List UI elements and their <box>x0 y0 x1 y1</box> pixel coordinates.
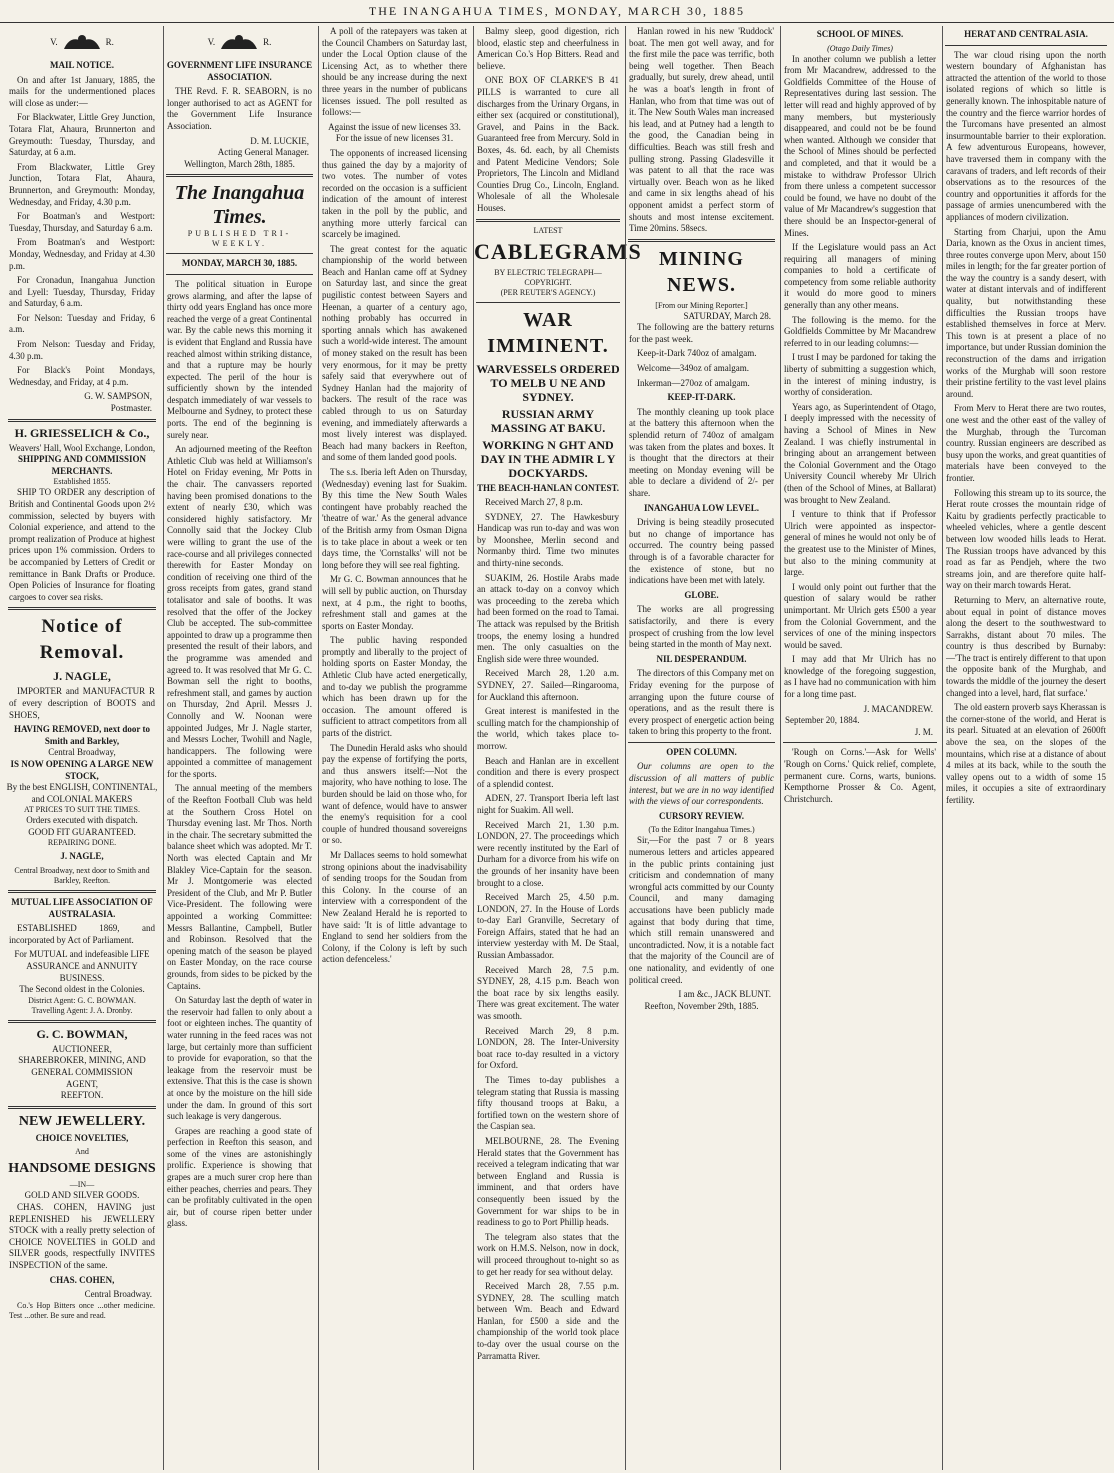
bowman-title: G. C. BOWMAN, <box>36 1026 128 1041</box>
cablegrams-agency: (PER REUTER'S AGENCY.) <box>500 287 596 297</box>
column-2 <box>163 26 315 1470</box>
beach-hanlan-title: THE BEACH-HANLAN CONTEST. <box>476 482 620 493</box>
gov-body: THE Revd. F. R. SEABORN, is no longer authorised to act as AGENT for the Government Life Insurance Association. <box>167 86 312 131</box>
jewellery-sub2: HANDSOME DESIGNS <box>8 1161 156 1177</box>
mutual-second: The Second oldest in the Colonies. <box>19 984 145 995</box>
mail-notice-title: MAIL NOTICE. <box>49 60 114 70</box>
cursory-to: (To the Editor Inangahua Times.) <box>648 825 755 835</box>
mail-intro: On and after 1st January, 1885, the mails for the undermentioned places will close as under:— <box>9 74 155 108</box>
article-paragraph: The war cloud rising upon the north western boundary of Afghanistan has attracted the attention of the world to those isolated regions of which so little is generally known. The inhospitable nature of the country and the fierce warrior hordes of the Turcomans have presented an almost insurmountable barrier to their exploration. A few adventurous Europeans, however, have traversed them in company with the caravans of traders, and left records of their observations as to the resources of the country and opportunities it affords for the passage of armies unencumbered with the appliances of modern civilization. <box>946 49 1106 222</box>
cable-item: Received March 28, 1.20 a.m. SYDNEY, 27. Sailed—Ringarooma, for Auckland this afternoon. <box>477 668 619 702</box>
gov-signature: D. M. LUCKIE, <box>250 135 309 146</box>
article-paragraph: If the Legislature would pass an Act requiring all managers of mining companies to hold a certificate of competency from some reliable authority it would do more good to miners generally than any other means. <box>784 242 936 311</box>
mining-from: [From our Mining Reporter.] <box>655 300 748 310</box>
divider <box>166 274 313 275</box>
nagle-removed: HAVING REMOVED, next door to Smith and Barkley, <box>14 724 150 746</box>
nagle-body: IMPORTER and MANUFACTUR R of every description of BOOTS and SHOES, <box>9 686 155 720</box>
article-paragraph: Mr Dallaces seems to hold somewhat strong opinions about the inadvisability of sending troops for the Soudan from this Colony. In the course of an interview with a correspondent of the New Zealand Herald he is reported to have said: 'It is of little advantage to England to send her soldiers from the Colony, if the Colony is left by such action defenceless.' <box>322 849 467 965</box>
poll-results: Against the issue of new licenses 33. For the issue of new licenses 31. <box>328 121 461 144</box>
removal-title: Notice of Removal. <box>39 616 125 664</box>
macandrew-date: September 20, 1884. <box>785 715 860 726</box>
article-paragraph: The opponents of increased licensing thus gained the day by a majority of two votes. The number of votes recorded on the occasion is a sufficient indication of the amount of interest taken in the poll by the public, and anything more utterly farcical can scarcely be imagined. <box>322 147 467 240</box>
royal-crest-icon <box>58 31 106 55</box>
article-paragraph: Grapes are reaching a good state of perfection in Reefton this season, and some of the vines are astonishingly prolific. Experience is showing that grapes are a much surer crop here than either peaches, cherries and pears. They can be profitably cultivated in the open air, but of course ripen better under glass. <box>167 1125 312 1229</box>
divider <box>8 1106 156 1109</box>
keep-it-dark-body: The monthly cleaning up took place at the battery this afternoon when the splendid return of 740oz of amalgam was taken from the plates and boxes. It is thought that the directors at their meeting on Monday evening will be able to declare a dividend of 2/- per share. <box>629 406 774 498</box>
russian-army-title: RUSSIAN ARMY MASSING AT BAKU. <box>490 406 606 435</box>
article-paragraph: The old eastern proverb says Kherassan is the corner-stone of the world, and Herat is its pearl. Situated at an elevation of 2600ft above the sea, on the slopes of the mountains, which rise at a distance of about 4 miles at its back, while to the south the valley opens out to a width of some 15 miles, it occupies a site of extraordinary fertility. <box>946 702 1106 805</box>
article-paragraph: The annual meeting of the members of the Reefton Football Club was held at the Southern Cross Hotel on Thursday evening last. Mr Thos. North in the chair. The secretary submitted the balance sheet which was adopted. Mr T. North was elected Captain and Mr Blakley Vice-Captain for the season. Mr J. Montgomerie was elected President of the Club, and Mr P. Butler Vice-President. The following were appointed a working Committee: Messrs Ballantine, Campbell, Butler and Robinson. Resolved that the opening match of the season be played on Easter Monday, on the race course grounds, from sides to be picked by the Captains. <box>167 783 312 991</box>
cursory-title: CURSORY REVIEW. <box>658 810 745 821</box>
nagle-opening: IS NOW OPENING A LARGE NEW STOCK, <box>10 758 154 781</box>
mutual-agent: District Agent: G. C. BOWMAN. <box>28 995 136 1005</box>
divider <box>476 302 620 303</box>
school-of-mines-title: SCHOOL OF MINES. <box>816 29 904 39</box>
cursory-signature: I am &c., JACK BLUNT. <box>678 989 771 1000</box>
divider <box>783 742 937 743</box>
article-paragraph: Mr G. C. Bowman announces that he will sell by public auction, on Thursday next, at 4 p.m., the right to booths, refreshment stall and games at the sports on Easter Monday. <box>322 574 467 631</box>
gov-role: Acting General Manager. <box>217 147 309 158</box>
nil-body: The directors of this Company met on Friday evening for the purpose of arranging upon the future course of operations, and as the result there is every prospect of energetic action being taken to bring this property to the front. <box>629 668 774 737</box>
article-paragraph: The Dunedin Herald asks who should pay the expense of fortifying the ports, and thus answers itself:—Not the majority, who have nothing to lose. The burden should be laid on those who, for want of defence, would have to answer the enemy's requisition for a cool couple of hundred thousand sovereigns or so. <box>322 742 467 846</box>
column-1 <box>6 26 158 1470</box>
paper-subtitle: PUBLISHED TRI-WEEKLY. <box>187 229 292 249</box>
crest-v: V. <box>50 37 58 48</box>
mail-item: For Cronadun, Inangahua Junction and Lyell: Tuesday, Thursday, Friday and Saturday, 6 a.m. <box>9 275 155 309</box>
mail-item: For Blackwater, Little Grey Junction, Totara Flat, Ahaura, Brunnerton and Greymouth: Tuesday, Thursday, and Saturday, at 6 a.m. <box>9 112 155 158</box>
jewellery-and: And <box>75 1147 89 1157</box>
crest-r: R. <box>105 37 114 48</box>
mail-item: For Black's Point Mondays, Wednesday, and Friday, at 4 p.m. <box>9 365 155 387</box>
cable-item: MELBOURNE, 28. The Evening Herald states that the Government has received a telegram indicating that war between England and Russia is imminent, and that orders have consequently been issued by the Government for war ships to be in readiness to go to Port Phillip heads. <box>477 1135 619 1228</box>
cable-item: The telegram also states that the work on H.M.S. Nelson, now in dock, will proceed throughout to-night so as to get her ready for sea without delay. <box>477 1231 619 1277</box>
cablegrams-by: BY ELECTRIC TELEGRAPH—COPYRIGHT. <box>494 267 602 287</box>
nagle-signature-address: Central Broadway, next door to Smith and Barkley, Reefton. <box>14 866 150 886</box>
globe-body: The works are all progressing satisfactorily, and there is every prospect of crushing from the low level being started in the month of May next. <box>629 604 774 650</box>
article-paragraph: The great contest for the aquatic championship of the world between Beach and Hanlan came off at Sydney on Saturday last, and since the great pugilistic contest between Sayers and Heenan, a quarter of a century ago, nothing probably has occurred in sporting annals which has awakened such a world-wide interest. The amount of money staked on the result has been very enormous, for it may be pretty safely said that everywhere out of Sydney Hanlan had the majority of backers. The result of the race was cabled through to us on Saturday evening, and immediately afterwards a most lively interest was displayed. Beach had many backers in Reefton, and some of them landed good pools. <box>322 243 467 463</box>
ad-rough-on-corns: 'Rough on Corns.'—Ask for Wells' 'Rough on Corns.' Quick relief, complete, permanent cure. Corns, warts, bunions. Kempthorne Prosser & Co. Agent, Christchurch. <box>784 747 936 804</box>
cablegrams-title: CABLEGRAMS <box>474 238 642 264</box>
mail-item: From Blackwater, Little Grey Junction, Totara Flat, Ahaura, Brunnerton, and Greymouth: Monday, Wednesday, and Friday, 4.30 p.m. <box>9 161 155 207</box>
mutual-line: For MUTUAL and indefeasible LIFE ASSURANCE and ANNUITY BUSINESS. <box>14 949 150 983</box>
nagle-repair: REPAIRING DONE. <box>47 838 117 848</box>
mail-item: From Boatman's and Westport: Monday, Wednesday, and Friday at 4.30 p.m. <box>9 237 155 271</box>
gov-title: GOVERNMENT LIFE INSURANCE ASSOCIATION. <box>166 60 313 82</box>
article-paragraph: The following is the memo. for the Goldfields Committee by Mr Macandrew referred to in our leading columns:— <box>784 314 936 348</box>
cable-item: Great interest is manifested in the sculling match for the championship of the world, which takes place to-morrow. <box>477 706 619 751</box>
jewellery-gold: GOLD AND SILVER GOODS. <box>24 1190 140 1201</box>
bowman-line: AUCTIONEER, <box>52 1043 112 1054</box>
crest-v: V. <box>207 37 216 48</box>
griesselich-body: SHIP TO ORDER any description of British and Continental Goods upon 2½ commission, selected by buyers with Colonial experience, and attend to the prompt realization of Produce at highest prices upon 1% commission. Orders to be accompanied by Letters of Credit or remittance in Bank Drafts or Produce. Open Policies of Insurance for floating cargoes to cover sea risks. <box>9 487 155 602</box>
article-paragraph: From Merv to Herat there are two routes, one west and the other east of the valley of the Murghab, through the Turcoman country. Russian engineers are described as busy upon the works, and great quantities of materials have been conveyed to the frontier. <box>946 403 1106 483</box>
article-paragraph: On Saturday last the depth of water in the reservoir had fallen to only about a foot or eighteen inches. The quantity of water running in the feed races was not large, but certainly more than sufficient to provide for evaporation, so that the leakage from the reservoir must be extensive. That this is the case is shown at once by the moisture on the hill side under the dam. In ground of this sort such leakage is very dangerous. <box>167 995 312 1122</box>
divider <box>628 742 775 743</box>
jewellery-title: NEW JEWELLERY. <box>18 1113 146 1129</box>
low-level-body: Driving is being steadily prosecuted but no change of importance has occurred. The country being passed through is of a favorable character for the existence of stone, but no indications have been met with lately. <box>629 517 774 586</box>
cohen-address: Central Broadway. <box>84 1289 152 1300</box>
bowman-line: GENERAL COMMISSION <box>31 1067 133 1077</box>
race-report: Hanlan rowed in his new 'Ruddock' boat. The men got well away, and for the first mile the pace was terrific, both being well together. Then Beach gradually, but surely, drew ahead, until he was a boat's length in front of Hanlan, who from that time was out of it. The New South Wales man increased his lead, and at Putney had a length to the good, the Canadian being in difficulties. Beach was still fresh and pulling strong. Passing Gladesville it was patent to all that the race was virtually over. Beach won as he liked and came in six lengths ahead of his opponent amidst a perfect storm of shouts and most intense excitement. Time 20mins. 58secs. <box>629 26 774 234</box>
ad-clarkes-pills: ONE BOX OF CLARKE'S B 41 PILLS is warranted to cure all discharges from the Urinary Organs, in either sex (acquired or constitutional), Gravel, and Pains in the Back. Guaranteed free from Mercury. Sold in Boxes, 4s. 6d. each, by all Chemists and Patent Medicine Vendors; Sole Proprietors, The Lincoln and Midland Counties Drug Co., Lincoln, England. Wholesale of all the Wholesale Houses. <box>477 75 619 213</box>
war-title: WAR IMMINENT. <box>487 308 609 357</box>
macandrew-signature: J. MACANDREW. <box>863 703 933 714</box>
article-paragraph: An adjourned meeting of the Reefton Athletic Club was held at Williamson's Hotel on Friday evening, Mr Potts in the chair. The canvassers reported having been promised donations to the extent of nearly £30, which was considered highly satisfactory. Mr Connolly said that the Jockey Club were willing to grant the use of the race-course and all privileges connected therewith for Easter Monday on condition of receiving one third of the gross receipts from gates, grand stand totalisator and sale of booths. It was resolved that the offer of the Jockey Club be accepted. The sub-committee appointed to draw up a programme then presented the result of their labors, and the programme was amended and agreed to. It was resolved that Mr G. C. Bowman sell the right to booths, refreshment stall, and games by auction on Thursday, 2nd April. Messrs J. Connolly and W. Noonan were appointed Judges, Mr J. Nagle starter, and Messrs Locher, Twohill and Nagle, handicappers. The following were appointed a committee of management for the sports. <box>167 444 312 779</box>
divider <box>8 419 156 422</box>
battery-return: Keep-it-Dark 740oz of amalgam. <box>637 348 757 359</box>
divider <box>166 174 313 177</box>
cable-item: SUAKIM, 26. Hostile Arabs made an attack to-day on a convoy which was proceeding to the zereba which had been formed on the road to Tamai. The attack was repulsed by the British troops, the enemy losing a hundred men. The only casualties on the English side were three wounded. <box>477 572 619 664</box>
war-subtitle: WARVESSELS ORDERED TO MELB U NE AND SYDNEY. <box>476 361 620 404</box>
keep-it-dark-title: KEEP-IT-DARK. <box>667 392 736 403</box>
article-paragraph: A poll of the ratepayers was taken at the Council Chambers on Saturday last, under the Local Option clause of the Licensing Act, as to whether there should be any increase during the next three years in the number of publicans licenses issued. The poll resulted as follows:— <box>322 26 467 118</box>
article-paragraph: I trust I may be pardoned for taking the liberty of submitting a suggestion which, in the interest of mining industry, is worthy of consideration. <box>784 352 936 398</box>
battery-return: Welcome—349oz of amalgam. <box>637 363 749 374</box>
cable-item: ADEN, 27. Transport Iberia left last night for Suakim. All well. <box>477 793 619 815</box>
open-column-title: OPEN COLUMN. <box>666 746 737 757</box>
article-paragraph: I venture to think that if Professor Ulrich were appointed as inspector-general of mines he would not only be of the greatest use to the Minister of Mines, but also to the mining community at large. <box>784 509 936 578</box>
ad-hop-bitters: Balmy sleep, good digestion, rich blood, elastic step and cheerfulness in American Co.'s Hop Bitters. Read and believe. <box>477 26 619 71</box>
jewellery-sub1: CHOICE NOVELTIES, <box>35 1132 129 1143</box>
article-paragraph: I may add that Mr Ulrich has no knowledge of the foregoing suggestion, as I have had no communication with him for a long time past. <box>784 654 936 700</box>
mail-item: For Nelson: Tuesday and Friday, 6 a.m. <box>9 312 155 335</box>
cursory-place: Reefton, November 29th, 1885. <box>644 1000 759 1011</box>
cable-item: SYDNEY, 27. The Hawkesbury Handicap was run to-day and was won by Moonshee, Merlin second and Normanby third. Time two minutes and thirty-nine seconds. <box>477 511 619 569</box>
column-6 <box>780 26 939 1470</box>
page-masthead: THE INANGAHUA TIMES, MONDAY, MARCH 30, 1885 <box>0 0 1114 23</box>
jewellery-in: —IN— <box>69 1180 95 1190</box>
bowman-line: REEFTON. <box>60 1090 104 1101</box>
divider <box>476 219 620 222</box>
nagle-signature: J. NAGLE, <box>60 851 104 862</box>
gov-place: Wellington, March 28th, 1885. <box>184 158 295 169</box>
mail-item: For Boatman's and Westport: Tuesday, Thursday, and Saturday 6 a.m. <box>9 211 155 233</box>
article-paragraph: The public having responded promptly and liberally to the project of holding sports on Easter Monday, the Athletic Club have acted energetically, and to-day we publish the programme which has been drawn up for the occasion. The amount offered is sufficient to attract competitors from all parts of the district. <box>322 635 467 739</box>
divider <box>8 890 156 893</box>
mail-item: From Nelson: Tuesday and Friday, 4.30 p.m. <box>9 339 155 361</box>
article-paragraph: Returning to Merv, an alternative route, about equal in point of distance moves along the desert to the southwestward to Sarrakhs, distant about 70 miles. The country is thus described by Burnaby:—'The tract is entirely different to that upon the opposite bank of the Murghab, and towards the middle of the journey the desert changed into a level, hard, flat surface.' <box>946 594 1106 698</box>
divider <box>8 1020 156 1023</box>
cable-item: Received March 21, 1.30 p.m. LONDON, 27. The proceedings which were recently instituted by the Earl of Durham for a divorce from his wife on the grounds of her insanity have been brought to a close. <box>477 819 619 888</box>
divider <box>8 607 156 610</box>
column-4 <box>473 26 642 1470</box>
herat-title: HERAT AND CENTRAL ASIA. <box>964 29 1088 39</box>
school-of-mines-source: (Otago Daily Times) <box>827 43 893 53</box>
nagle-prices: AT PRICES TO SUIT THE TIMES. <box>23 805 141 815</box>
article-paragraph: Years ago, as Superintendent of Otago, I deeply impressed with the necessity of having a School of Mines in New Zealand. I was chiefly instrumental in bringing about an arrangement between the Colonial Government and the Otago University Council whereby Mr Ulrich (then of the School of Mines, at Ballarat) was brought to New Zealand. <box>784 401 936 505</box>
crest-block <box>164 30 315 56</box>
dockyards-title: WORKING N GHT AND DAY IN THE ADMIR L Y DOCKYARDS. <box>480 437 616 480</box>
mail-signature: G. W. SAMPSON, <box>84 391 152 402</box>
nil-title: NIL DESPERANDUM. <box>656 653 747 664</box>
article-paragraph: The s.s. Iberia left Aden on Thursday, (Wednesday) evening last for Suakim. By this time the New South Wales contingent have probably reached the 'theatre of war.' As the general advance of the British army from Osman Digna is to take place in about a week or ten days time, the 'Cornstalks' will not be long before they will see real fighting. <box>322 466 467 570</box>
griesselich-established: Established 1855. <box>53 477 111 487</box>
latest-label: LATEST <box>533 225 563 235</box>
columns <box>6 26 1108 1470</box>
cursory-body: Sir,—For the past 7 or 8 years numerous letters and articles appeared in the public prints containing just criticism and condemnation of many wrongful acts committed by our County Council, and many damaging accusations have been publicly made against that body during that time, which still remain unanswered and uncontradicted. Now, it is a notable fact that the majority of the Council are of one nationality, and evidently of one political creed. <box>629 835 774 985</box>
cable-item: Received March 27, 8 p.m. <box>485 497 583 508</box>
nagle-orders: Orders executed with dispatch. <box>26 815 138 826</box>
cohen-footer: Co.'s Hop Bitters once ...other medicine. Test ...other. Be sure and read. <box>9 1300 155 1320</box>
bowman-line: AGENT, <box>65 1078 99 1089</box>
nagle-stock: By the best ENGLISH, CONTINENTAL, and COLONIAL MAKERS <box>6 782 158 804</box>
mutual-title: MUTUAL LIFE ASSOCIATION OF AUSTRALASIA. <box>11 897 153 919</box>
royal-crest-icon <box>215 31 263 55</box>
mutual-travel: Travelling Agent: J. A. Dronby. <box>31 1005 133 1015</box>
griesselich-address: Weavers' Hall, Wool Exchange, London, <box>8 442 156 453</box>
cable-item: Received March 29, 8 p.m. LONDON, 28. The Inter-University boat race to-day resulted in a victory for Oxford. <box>477 1025 619 1071</box>
mutual-body: ESTABLISHED 1869, and incorporated by Act of Parliament. <box>9 923 155 945</box>
article-paragraph: The political situation in Europe grows alarming, and after the lapse of thirty odd years England has once more reached the verge of a great Continental war. By the cable news this morning it is evident that England and Russia have reached almost within striking distance, and that a rupture may be hourly expected. The peril of the hour is sufficiently shown by the intended despatch immediately of war vessels to Melbourne and Sydney, to protect these ports. The end of the beginning is surely near. <box>167 278 312 440</box>
bowman-line: SHAREBROKER, MINING, AND <box>18 1055 146 1066</box>
cable-item: The Times to-day publishes a telegram stating that Russia is massing fifty thousand troops at Baku, a fortified town on the western shore of the Caspian sea. <box>477 1075 619 1132</box>
article-paragraph: Following this stream up to its source, the Herat route crosses the mountain ridge of Kaitu by gradients perfectly practicable to wheeled vehicles, where a gentle descent between low wooded hills leads to Herat. The Russian troops have advanced by this road as far as Pendjeh, where the two streams join, and are therefore quite half-way on their march towards Herat. <box>946 487 1106 591</box>
divider <box>166 253 313 254</box>
mail-signature-role: Postmaster. <box>110 403 152 414</box>
cable-item: Received March 25, 4.50 p.m. LONDON, 27. In the House of Lords to-day Earl Granville, Secretary of Foreign Affairs, stated that he had an interview yesterday with M. De Staal, Russian Ambassador. <box>477 892 619 961</box>
globe-title: GLOBE. <box>684 589 719 600</box>
article-paragraph: In another column we publish a letter from Mr Macandrew, addressed to the Goldfields Committee of the House of Representatives during last session. The letter will read and highly approved of by many members, but mysteriously disappeared, and could not be be found when wanted. Although we consider that the School of Mines should be perfected and completed, and that it would be a mistake to withdraw Professor Ulrich from there unless a competent successor could be found, we have no doubt of the value of Mr Macandrew's suggestion that there should be an Inspector-general of Mines. <box>784 53 936 238</box>
column-7 <box>942 26 1109 1470</box>
griesselich-line: SHIPPING AND COMMISSION MERCHANTS. <box>17 454 146 476</box>
column-5 <box>625 26 777 1470</box>
paper-title: The Inangahua Times. <box>174 182 305 229</box>
mining-intro: The following are the battery returns for the past week. <box>629 322 774 344</box>
cable-item: Received March 28, 7.5 p.m. SYDNEY, 28, 4.15 p.m. Beach won the boat race by six lengths easily. There was great excitement. The water was smooth. <box>477 964 619 1022</box>
divider <box>628 239 775 242</box>
mining-date: SATURDAY, March 28. <box>683 310 771 321</box>
battery-return: Inkerman—270oz of amalgam. <box>637 377 750 388</box>
cable-item: Received March 28, 7.55 p.m. SYDNEY, 28. The sculling match between Wm. Beach and Edward Hanlan, for £500 a side and the championship of the world took place to-day over the usual course on the Parramatta River. <box>477 1281 619 1361</box>
jm-initials: J. M. <box>914 726 933 737</box>
mining-news-title: MINING NEWS. <box>659 247 744 296</box>
article-paragraph: Starting from Charjui, upon the Amu Daria, known as the Oxus in ancient times, three routes converge upon Merv, about 150 miles in length; for the far greater portion of the way the country is a sandy desert, with water at distant intervals and of indifferent quality, but notwithstanding these difficulties the Russian troops have established themselves in force at Merv. This town is at present a place of no importance, but under Russian dominion the reconstruction of the dams and irrigation works of the Murghab will soon restore their pristine fertility to the vast level plains around. <box>946 226 1106 399</box>
divider <box>945 45 1107 46</box>
crest-r: R. <box>263 37 272 48</box>
low-level-title: INANGAHUA LOW LEVEL. <box>643 502 760 513</box>
cohen-body: CHAS. COHEN, HAVING just REPLENISHED his JEWELLERY STOCK with a really pretty selection of CHOICE NOVELTIES in GOLD and SILVER goods, respectfully INVITES INSPECTION of the same. <box>9 1201 155 1270</box>
paper-date: MONDAY, MARCH 30, 1885. <box>181 258 298 269</box>
crest-block <box>6 30 158 56</box>
article-paragraph: I would only point out further that the question of salary would be rather unimportant. Mr Ulrich gets £500 a year from the Colonial Government, and the services of one of the mining inspectors would be saved. <box>784 581 936 650</box>
cohen-signature: CHAS. COHEN, <box>49 1274 115 1285</box>
cable-item: Beach and Hanlan are in excellent condition and there is every prospect of a splendid contest. <box>477 755 619 789</box>
nagle-fit: GOOD FIT GUARANTEED. <box>28 826 136 837</box>
column-3 <box>318 26 470 1470</box>
griesselich-title: H. GRIESSELICH & Co., <box>14 425 150 440</box>
open-column-note: Our columns are open to the discussion of all matters of public interest, but we are in no way identified with the views of our correspondents. <box>629 761 774 807</box>
nagle-name: J. NAGLE, <box>53 669 111 684</box>
nagle-street: Central Broadway, <box>48 747 116 758</box>
